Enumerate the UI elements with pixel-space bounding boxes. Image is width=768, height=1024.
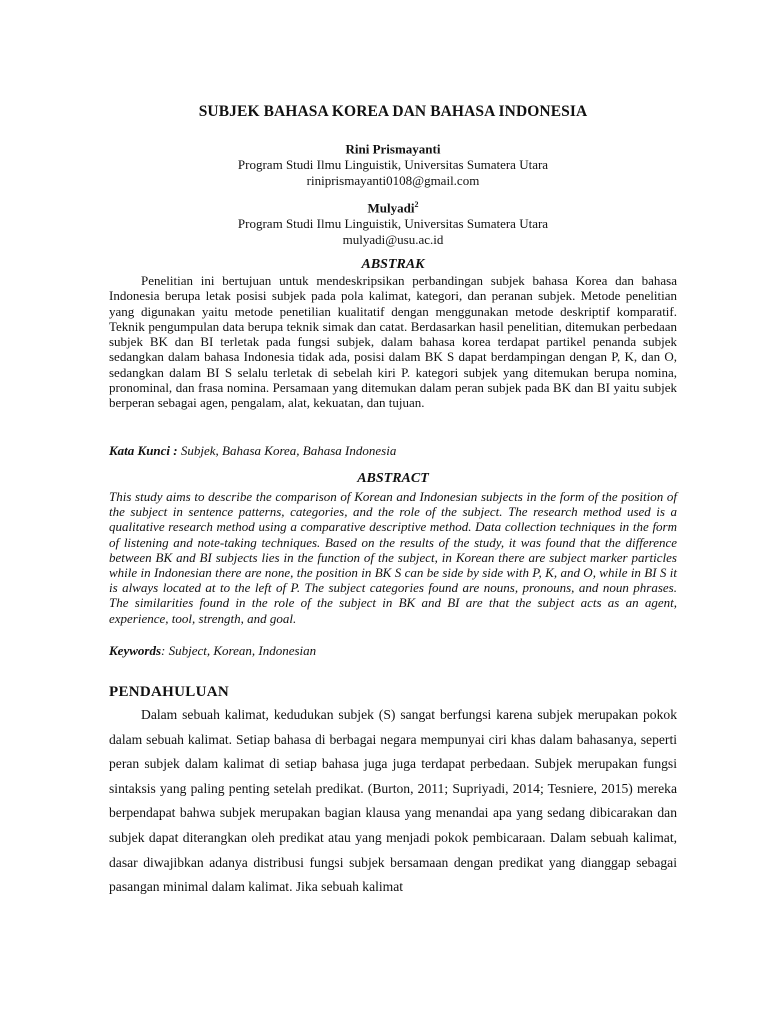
paper-title: SUBJEK BAHASA KOREA DAN BAHASA INDONESIA	[198, 103, 588, 120]
abstract-heading: ABSTRACT	[357, 471, 429, 486]
keywords-label-en: Keywords	[109, 643, 161, 658]
author-email: mulyadi@usu.ac.id	[342, 232, 444, 248]
section-heading-introduction: PENDAHULUAN	[109, 684, 229, 700]
author-name-text: Mulyadi	[367, 200, 415, 216]
author-name	[109, 197, 677, 216]
abstract-body: This study aims to describe the comparison of Korean and Indonesian subjects in the form of the position of the subject in sentence patterns, categories, and the role of the subject. The research method used is a qualitative research method using a comparative descriptive method. Data collection techniques in the form of listening and note-taking techniques. Based on the results of the study, it was found that the difference between BK and BI subjects lies in the function of the subject, in Korean there are subject marker particles while in Indonesian there are none, the position in BK S can be side by side with P, K, and O, while in BI S it is always located at to the left of P. The subject categories found are nouns, pronouns, and noun phrases. The similarities found in the role of the subject in BK and BI are that the subject acts as an agent, experience, tool, strength, and goal.	[109, 489, 677, 626]
keywords-text: Subjek, Bahasa Korea, Bahasa Indonesia	[180, 443, 397, 458]
introduction-body: Dalam sebuah kalimat, kedudukan subjek (S) sangat berfungsi karena subjek merupakan pokok dalam sebuah kalimat. Setiap bahasa di berbagai negara mempunyai ciri khas dalam bahasanya, seperti peran subjek dalam kalimat di setiap bahasa juga juga terdapat perbedaan. Subjek merupakan fungsi sintaksis yang paling penting setelah predikat. (Burton, 2011; Supriyadi, 2014; Tesniere, 2015) mereka berpendapat bahwa subjek merupakan bagian klausa yang menandai apa yang sedang dibicarakan dan subjek dapat diterangkan oleh predikat atau yang menjadi pokok pembicaraan. Dalam sebuah kalimat, dasar diwajibkan adanya distribusi fungsi subjek bersamaan dengan predikat yang dianggap sebagai pasangan minimal dalam kalimat. Jika sebuah kalimat	[109, 707, 677, 895]
abstrak-heading: ABSTRAK	[361, 257, 425, 272]
abstrak-body: Penelitian ini bertujuan untuk mendeskripsikan perbandingan subjek bahasa Korea dan bahasa Indonesia berupa letak posisi subjek pada pola kalimat, kategori, dan peranan subjek. Metode penelitian yang digunakan yaitu metode penetilian kualitatif dengan menggunakan metode deskriptif komparatif. Teknik pengumpulan data berupa teknik simak dan catat. Berdasarkan hasil penelitian, ditemukan perbedaan subjek BK dan BI terletak pada fungsi subjek, dalam bahasa korea terdapat partikel penanda subjek sedangkan dalam bahasa Indonesia tidak ada, posisi dalam BK S dapat berdampingan dengan P, K, dan O, sedangkan dalam BI S selalu terletak di sebelah kiri P. kategori subjek yang ditemukan berupa nomina, pronominal, dan frasa nomina. Persamaan yang ditemukan dalam peran subjek pada BK dan BI yaitu subjek berperan sebagai agen, pengalam, alat, kekuatan, dan tujuan.	[109, 273, 677, 411]
author-affiliation: Program Studi Ilmu Linguistik, Universitas Sumatera Utara	[237, 157, 549, 173]
author-name-text: Rini Prismayanti	[345, 141, 441, 157]
author-email: riniprismayanti0108@gmail.com	[306, 173, 480, 189]
author-affiliation: Program Studi Ilmu Linguistik, Universitas Sumatera Utara	[237, 216, 549, 232]
author-superscript: 2	[414, 200, 419, 209]
author-name	[109, 138, 677, 157]
author-block-2	[109, 197, 677, 248]
keywords-text-en: : Subject, Korean, Indonesian	[161, 643, 317, 658]
abstract-keywords	[109, 643, 677, 659]
keywords-label: Kata Kunci :	[109, 443, 178, 458]
author-block-1	[109, 138, 677, 189]
abstrak-keywords	[109, 443, 677, 459]
